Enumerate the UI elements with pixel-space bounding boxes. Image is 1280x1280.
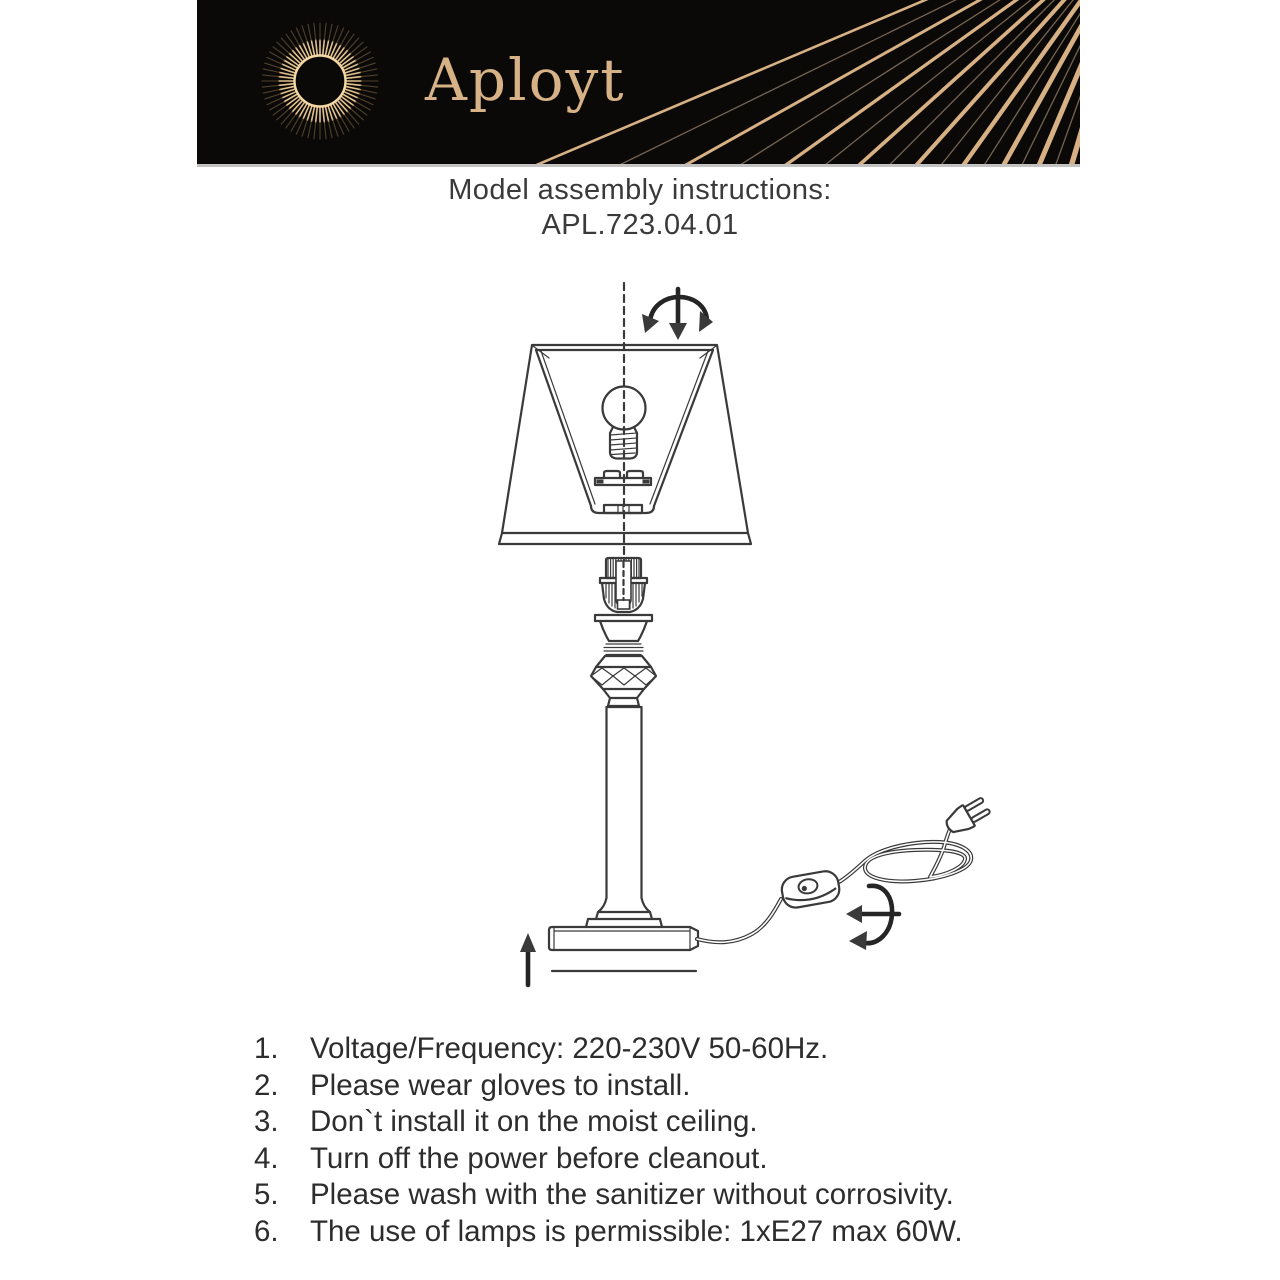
instruction-item [254, 1031, 1084, 1068]
item-number: 6. [254, 1214, 279, 1248]
instruction-item [254, 1141, 1084, 1178]
item-text: Don`t install it on the moist ceiling. [310, 1105, 758, 1139]
sunburst-ring [295, 56, 346, 107]
item-number: 3. [254, 1105, 279, 1139]
sunburst-icon [262, 23, 378, 139]
rotate-shade-arrow-icon [642, 289, 713, 340]
model-number: APL.723.04.01 [541, 209, 739, 241]
brand-header [197, 0, 1080, 167]
lamp-socket [600, 558, 647, 612]
header-art [197, 0, 1080, 164]
instruction-item [254, 1214, 1084, 1251]
lamp-assembly-diagram [440, 268, 1060, 1013]
item-text: Voltage/Frequency: 220-230V 50-60Hz. [310, 1032, 829, 1065]
item-number: 1. [254, 1032, 279, 1065]
item-text: The use of lamps is permissible: 1xE27 max 60W. [310, 1214, 963, 1248]
power-cord [697, 899, 781, 942]
item-number: 4. [254, 1141, 279, 1175]
item-text: Turn off the power before cleanout. [310, 1141, 768, 1175]
rotate-switch-arrow-icon [846, 886, 899, 950]
instruction-item [254, 1177, 1084, 1214]
item-number: 2. [254, 1068, 279, 1102]
item-text: Please wash with the sanitizer without corrosivity. [310, 1178, 954, 1212]
title-line: Model assembly instructions: [448, 174, 832, 206]
stem-with-crystal-element [591, 615, 656, 706]
coiled-cord [839, 827, 971, 882]
instruction-item [254, 1104, 1084, 1141]
shade-ring-bracket [595, 471, 651, 485]
item-text: Please wear gloves to install. [310, 1068, 691, 1102]
title-block [0, 173, 1280, 243]
item-number: 5. [254, 1178, 279, 1212]
lift-base-arrow-icon [520, 933, 536, 985]
instruction-item [254, 1068, 1084, 1105]
brand-logo-text: Aployt [425, 46, 626, 114]
column [586, 707, 662, 927]
instructions-list [254, 1031, 1084, 1251]
inline-switch [780, 869, 842, 909]
base [549, 927, 698, 950]
